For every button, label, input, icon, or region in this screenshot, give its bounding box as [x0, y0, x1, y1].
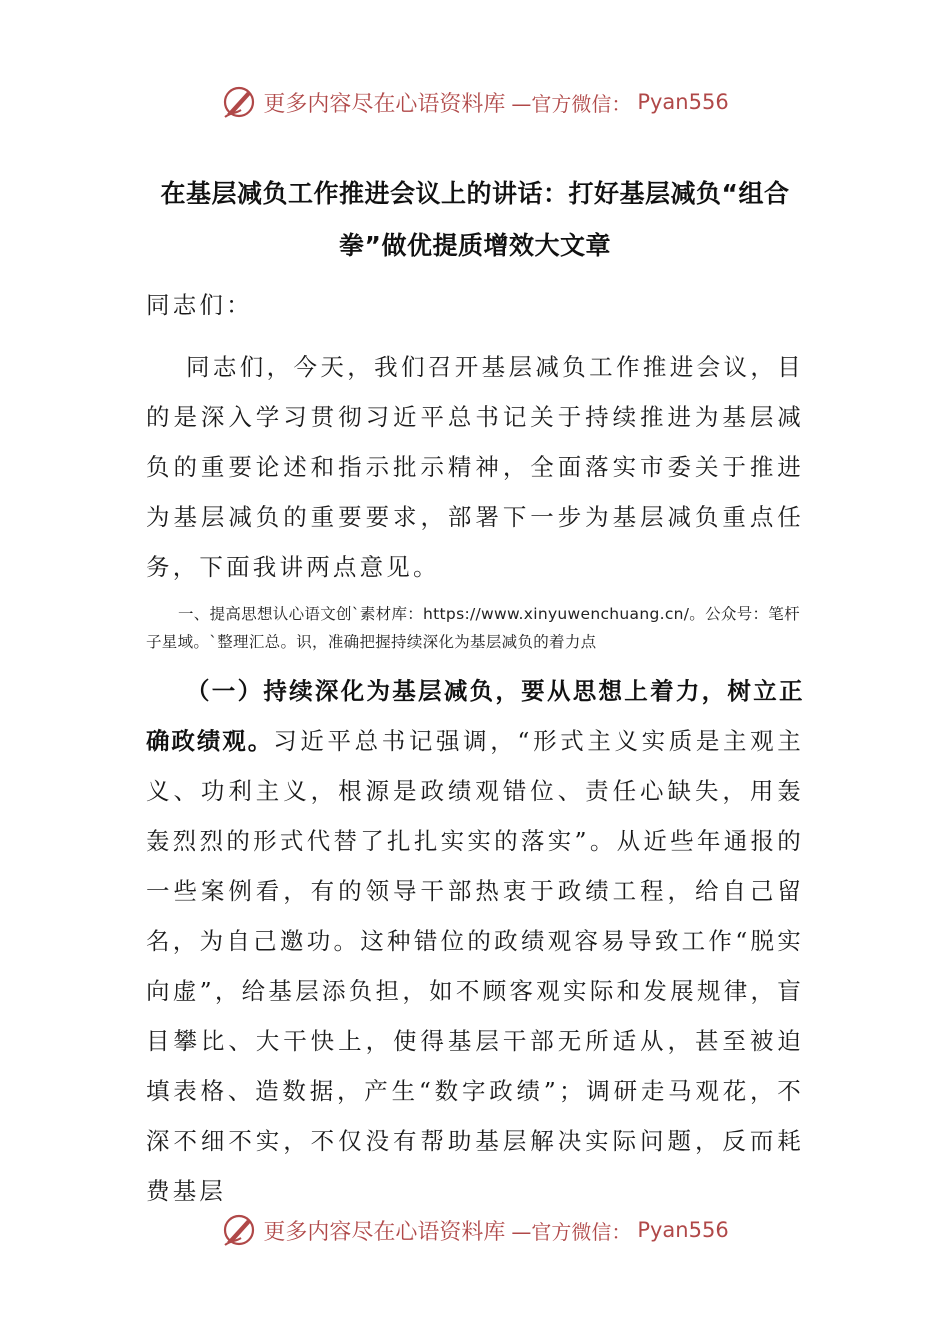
pen-quill-icon: [221, 84, 257, 120]
intro-paragraph: 同志们，今天，我们召开基层减负工作推进会议，目的是深入学习贯彻习近平总书记关于持续推进为基层减负的重要论述和指示批示精神，全面落实市委关于推进为基层减负的重要要求，部署下一步为基层减负重点任务，下面我讲两点意见。: [146, 353, 804, 581]
document-title: 在基层减负工作推进会议上的讲话：打好基层减负“组合拳”做优提质增效大文章: [160, 179, 790, 260]
header-watermark-banner: [0, 82, 950, 122]
banner-main-text: 更多内容尽在心语资料库: [263, 91, 506, 117]
banner-wechat-id: Pyan556: [637, 90, 729, 114]
banner-sub-text: —官方微信：: [511, 1219, 632, 1244]
banner-main-text: 更多内容尽在心语资料库: [263, 1219, 506, 1245]
section-lead-heading: （一）持续深化为基层减负，要从思想上着力，树立正确政绩观。: [146, 677, 804, 755]
salutation: 同志们：: [146, 291, 253, 319]
source-note: 一、提高思想认心语文创`素材库：https://www.xinyuwenchuang.cn/。公众号：笔杆子星域。`整理汇总。识，准确把握持续深化为基层减负的着力点: [146, 605, 800, 651]
section-paragraph: [146, 666, 804, 1216]
pen-quill-icon: [221, 1212, 257, 1248]
footer-watermark-banner: [0, 1210, 950, 1250]
banner-sub-text: —官方微信：: [511, 91, 632, 116]
section-body-text: 习近平总书记强调，“形式主义实质是主观主义、功利主义，根源是政绩观错位、责任心缺失，用轰轰烈烈的形式代替了扎扎实实的落实”。从近些年通报的一些案例看，有的领导干部热衷于政绩工程，给自己留名，为自己邀功。这种错位的政绩观容易导致工作“脱实向虚”，给基层添负担，如不顾客观实际和发展规律，盲目攀比、大干快上，使得基层干部无所适从，甚至被迫填表格、造数据，产生“数字政绩”；调研走马观花，不深不细不实，不仅没有帮助基层解决实际问题，反而耗费基层: [146, 727, 805, 1205]
banner-wechat-id: Pyan556: [637, 1218, 729, 1242]
